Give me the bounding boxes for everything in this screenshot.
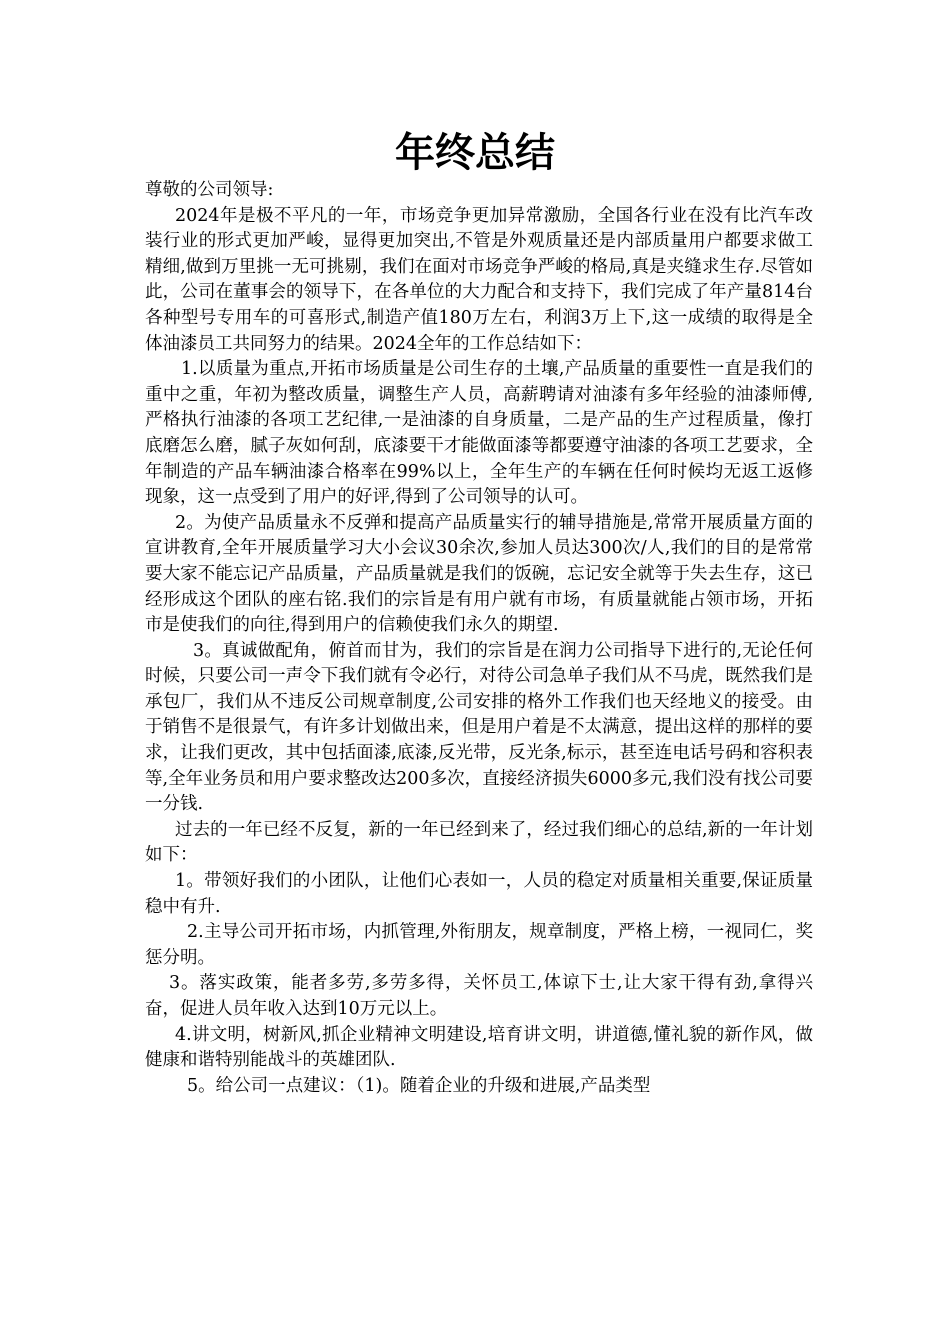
paragraph-transition: 过去的一年已经不反复，新的一年已经到来了，经过我们细心的总结,新的一年计划如下： — [145, 819, 813, 866]
paragraph-intro: 2024年是极不平凡的一年，市场竞争更加异常激励，全国各行业在没有比汽车改装行业的形式更加严峻，显得更加突出,不管是外观质量还是内部质量用户都要求做工精细,做到万里挑一无可挑剔，我们在面对市场竞争严峻的格局,真是夹缝求生存.尽管如此，公司在董事会的领导下，在各单位的大力配合和支持下，我们完成了年产量814台各种型号专用车的可喜形式,制造产值180万左右，利润3万上下,这一成绩的取得是全体油漆员工共同努力的结果。2024全年的工作总结如下： — [145, 205, 813, 354]
paragraph-item-2: 2。为使产品质量永不反弹和提高产品质量实行的辅导措施是,常常开展质量方面的宣讲教育,全年开展质量学习大小会议30余次,参加人员达300次/人,我们的目的是常常要大家不能忘记产品质量，产品质量就是我们的饭碗，忘记安全就等于失去生存，这已经形成这个团队的座右铭.我们的宗旨是有用户就有市场，有质量就能占领市场，开拓市是使我们的向往,得到用户的信赖使我们永久的期望. — [145, 512, 813, 636]
paragraph-item-3: 3。真诚做配角，俯首而甘为，我们的宗旨是在润力公司指导下进行的,无论任何时候，只要公司一声令下我们就有令必行，对待公司急单子我们从不马虎，既然我们是承包厂，我们从不违反公司规章制度,公司安排的格外工作我们也天经地义的接受。由于销售不是很景气，有许多计划做出来，但是用户着是不太满意，提出这样的那样的要求，让我们更改，其中包括面漆,底漆,反光带，反光条,标示，甚至连电话号码和容积表等,全年业务员和用户要求整改达200多次，直接经济损失6000多元,我们没有找公司要一分钱. — [145, 640, 813, 815]
plan-item-2: 2.主导公司开拓市场，内抓管理,外衔朋友，规章制度，严格上榜，一视同仁，奖惩分明。 — [145, 922, 813, 968]
plan-item-4: 4.讲文明，树新风,抓企业精神文明建设,培育讲文明，讲道德,懂礼貌的新作风，做健康和谐特别能战斗的英雄团队. — [145, 1024, 813, 1071]
document-title: 年终总结 — [395, 130, 555, 176]
paragraph-item-1: 1.以质量为重点,开拓市场质量是公司生存的土壤,产品质量的重要性一直是我们的重中之重，年初为整改质量，调整生产人员，高薪聘请对油漆有多年经验的油漆师傅,严格执行油漆的各项工艺纪律,一是油漆的自身质量，二是产品的生产过程质量，像打底磨怎么磨，腻子灰如何刮，底漆要干才能做面漆等都要遵守油漆的各项工艺要求，全年制造的产品车辆油漆合格率在99%以上，全年生产的车辆在任何时候均无返工返修现象，这一点受到了用户的好评,得到了公司领导的认可。 — [145, 359, 813, 508]
plan-item-5: 5。给公司一点建议：（1)。随着企业的升级和进展,产品类型 — [187, 1075, 651, 1096]
salutation: 尊敬的公司领导: — [145, 180, 274, 200]
document-body — [145, 178, 813, 1099]
plan-item-1: 1。带领好我们的小团队，让他们心表如一，人员的稳定对质量相关重要,保证质量稳中有升. — [145, 871, 813, 917]
plan-item-3: 3。落实政策，能者多劳,多劳多得，关怀员工,体谅下士,让大家干得有劲,拿得兴奋，促进人员年收入达到10万元以上。 — [145, 973, 813, 1019]
